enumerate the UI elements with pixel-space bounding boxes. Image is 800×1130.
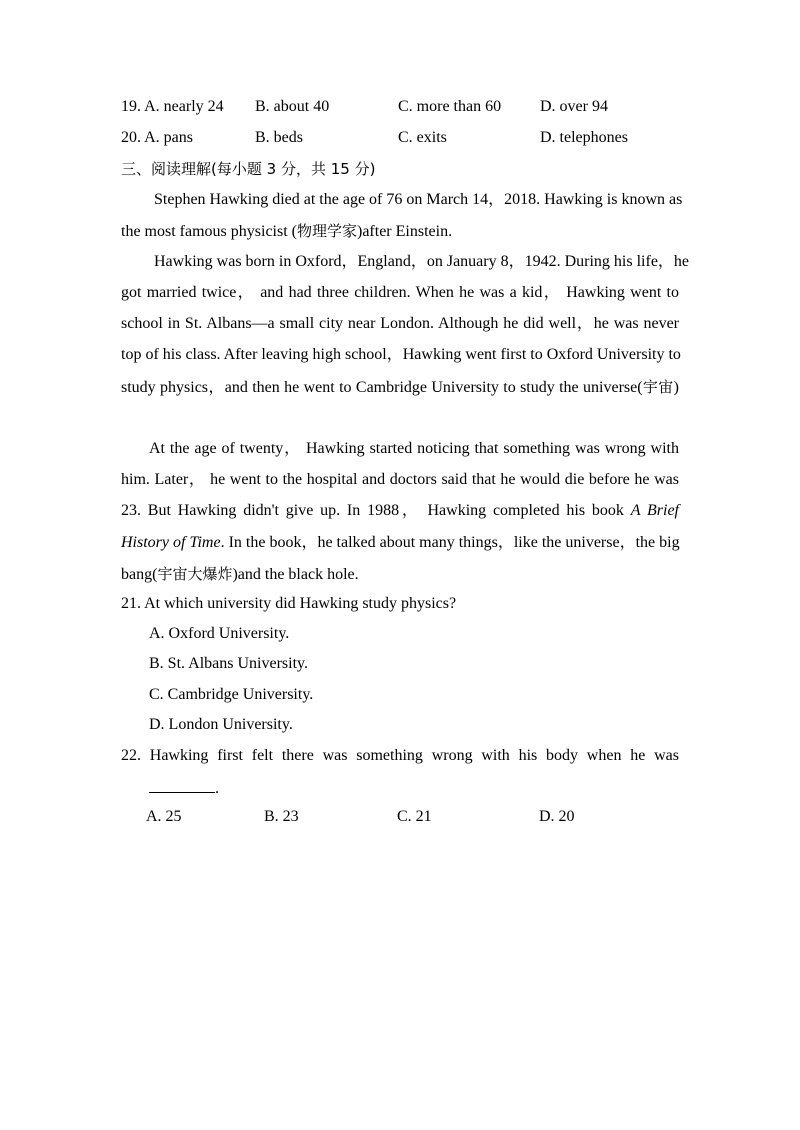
section-heading-note: (每小题 3 分，共 15 分)	[211, 160, 376, 178]
passage-p2-line4: top of his class. After leaving high school，Hawking went first to Oxford University to	[121, 346, 681, 363]
p1-text-b: )after Einstein.	[357, 223, 453, 240]
passage-p2-line1: Hawking was born in Oxford，England，on January 8，1942. During his life，he	[154, 253, 690, 270]
passage-p2-line2: got married twice， and had three children. When he was a kid， Hawking went to	[121, 284, 680, 301]
p3-text-a: 23. But Hawking didn't give up. In 1988， Hawking completed his book	[121, 502, 631, 519]
book-title-part1: A Brief	[630, 502, 679, 519]
q19-option-b: B. about 40	[255, 98, 330, 115]
passage-p1-line1: Stephen Hawking died at the age of 76 on March 14，2018. Hawking is known as	[154, 191, 683, 208]
section-heading	[121, 158, 375, 180]
p1-text-a: the most famous physicist (	[121, 223, 297, 240]
q22-option-a: A. 25	[146, 808, 182, 825]
q22-answer-blank	[149, 776, 219, 798]
q19-option-c: C. more than 60	[398, 98, 502, 115]
p2-text-a: study physics，and then he went to Cambridge University to study the universe(	[121, 379, 643, 396]
q21-option-a: A. Oxford University.	[149, 625, 290, 642]
passage-p3-line5	[121, 563, 359, 585]
passage-p3-line4	[121, 532, 679, 554]
q20-option-c: C. exits	[398, 129, 447, 146]
q21-option-c: C. Cambridge University.	[149, 686, 314, 703]
q22-option-b: B. 23	[264, 808, 299, 825]
question-22: 22. Hawking first felt there was something wrong with his body when he was	[121, 747, 679, 764]
passage-p2-line5	[121, 376, 679, 398]
q19-option-a: 19. A. nearly 24	[121, 98, 224, 115]
passage-p2-line3: school in St. Albans—a small city near London. Although he did well，he was never	[121, 315, 679, 332]
passage-p1-line2	[121, 220, 452, 242]
section-heading-title: 三、阅读理解	[121, 160, 212, 178]
q19-option-d: D. over 94	[540, 98, 608, 115]
p3-text-c: bang(	[121, 566, 158, 583]
p2-cjk-gloss: 宇宙	[642, 378, 674, 396]
q20-option-a: 20. A. pans	[121, 129, 193, 146]
q20-option-b: B. beds	[255, 129, 303, 146]
passage-p3-line2: him. Later， he went to the hospital and doctors said that he would die before he was	[121, 471, 679, 488]
p2-text-b: )	[673, 379, 679, 396]
p3-text-d: )and the black hole.	[232, 566, 359, 583]
p3-cjk-gloss: 宇宙大爆炸	[157, 565, 233, 583]
answer-blank-line	[149, 776, 215, 793]
blank-period: .	[215, 780, 219, 797]
p3-text-b: . In the book，he talked about many things，like the universe，the big	[220, 534, 680, 551]
q22-option-c: C. 21	[397, 808, 432, 825]
passage-p3-line3	[121, 500, 679, 522]
q21-option-d: D. London University.	[149, 716, 293, 733]
book-title-part2: History of Time	[121, 534, 221, 551]
q20-option-d: D. telephones	[540, 129, 628, 146]
passage-p3-line1: At the age of twenty， Hawking started noticing that something was wrong with	[149, 440, 679, 457]
q22-option-d: D. 20	[539, 808, 575, 825]
q21-option-b: B. St. Albans University.	[149, 655, 308, 672]
question-21: 21. At which university did Hawking study physics?	[121, 595, 457, 612]
p1-cjk-gloss: 物理学家	[296, 222, 357, 240]
